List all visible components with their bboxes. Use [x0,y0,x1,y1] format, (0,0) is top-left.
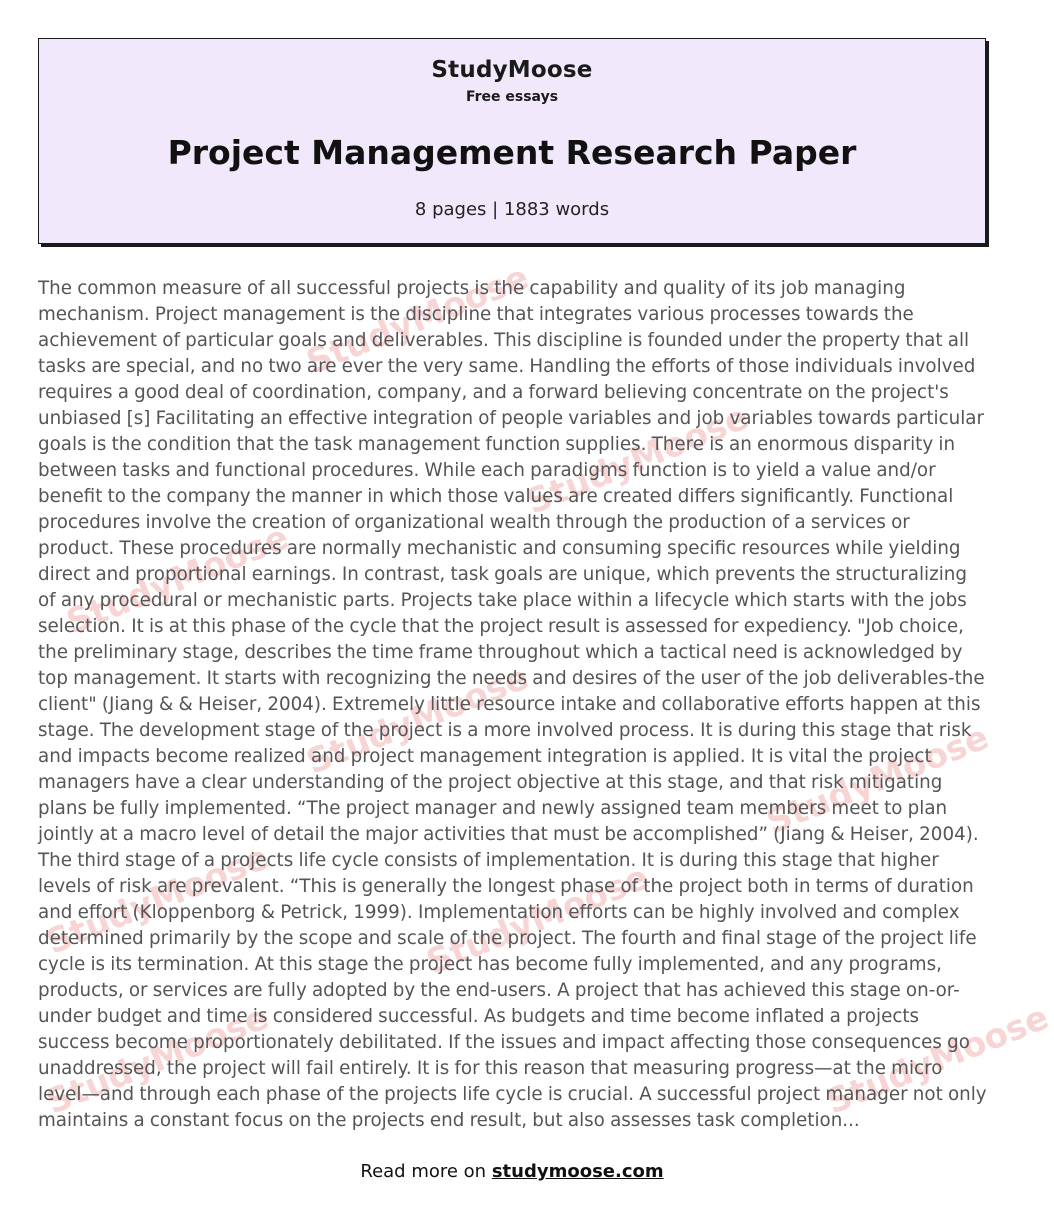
watermark-logo: StudyMoose [301,657,535,783]
brand-logo[interactable]: StudyMoose [431,57,593,83]
essay-meta: 8 pages | 1883 words [414,199,610,220]
watermark-logo: StudyMoose [41,997,275,1123]
watermark-logo: StudyMoose [761,717,995,843]
essay-body: The common measure of all successful projects is the capability and quality of its job managing mechanism. Project management is the discipline that integrates various processes towards the achievement of particular goals and deliverables. This discipline is founded under the property that all tasks are special, and no two are ever the very same. Handling the efforts of those individuals involved requires a good deal of coordination, company, and a forward believing concentrate on the project's unbiased [s] Facilitating an effective integration of people variables and job variables towards particular goals is the condition that the task management function supplies. There is an enormous disparity in between tasks and functional procedures. While each paradigms function is to yield a value and/or benefit to the company the manner in which those values are created differs significantly. Functional procedures involve the creation of organizational wealth through the production of a services or product. These procedures are normally mechanistic and consuming specific resources while yielding direct and proportional earnings. In contrast, task goals are unique, which prevents the structuralizing of any procedural or mechanistic parts. Projects take place within a lifecycle which starts with the jobs selection. It is at this phase of the cycle that the project result is assessed for expediency. "Job choice, the preliminary stage, describes the time frame throughout which a tactical need is acknowledged by top management. It starts with recognizing the needs and desires of the user of the job deliverables-the client" (Jiang & & Heiser, 2004). Extremely little resource intake and collaborative efforts happen at this stage. The development stage of the project is a more involved process. It is during this stage that risk and impacts become realized and project management integration is applied. It is vital the project managers have a clear understanding of the project objective at this stage, and that risk mitigating plans be fully implemented. “The project manager and newly assigned team members meet to plan jointly at a macro level of detail the major activities that must be accomplished” (Jiang & Heiser, 2004). The third stage of a projects life cycle consists of implementation. It is during this stage that higher levels of risk are prevalent. “This is generally the longest phase of the project both in terms of duration and effort (Kloppenborg & Petrick, 1999). Implementation efforts can be highly involved and complex determined primarily by the scope and scale of the project. The fourth and final stage of the project life cycle is its termination. At this stage the project has become fully implemented, and any programs, products, or services are fully adopted by the end-users. A project that has achieved this stage on-or-under budget and time is considered successful. As budgets and time become inflated a projects success become proportionately debilitated. If the issues and impact affecting those consequences go unaddressed, the project will fail entirely. It is for this reason that measuring progress—at the micro level—and through each phase of the projects life cycle is crucial. A successful project manager not only maintains a constant focus on the projects end result, but also assesses task completion... [38,278,987,1131]
brand-tagline: Free essays [465,89,559,105]
watermark-logo: StudyMoose [821,997,1054,1123]
page-title: Project Management Research Paper [167,133,857,172]
studymoose-link[interactable]: studymoose.com [491,1161,664,1182]
footer-prefix: Read more on [360,1161,492,1182]
watermark-logo: StudyMoose [521,397,755,523]
watermark-logo: StudyMoose [41,837,275,963]
read-more-footer [0,1161,1024,1182]
watermark-logo: StudyMoose [61,517,295,643]
watermark-logo: StudyMoose [301,257,535,383]
watermark-logo: StudyMoose [421,857,655,983]
essay-header-card [38,38,986,244]
